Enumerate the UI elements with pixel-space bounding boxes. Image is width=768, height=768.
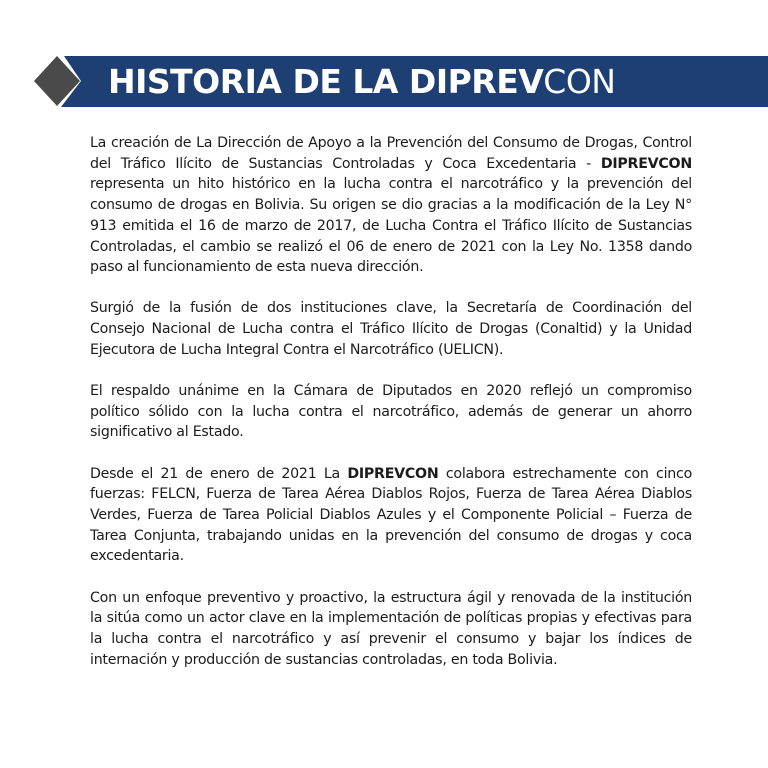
title-bold-part: HISTORIA DE LA DIPREV <box>108 62 544 101</box>
paragraph-forces-part-c: colabora estrechamente con cinco fuerzas: FELCN, Fuerza de Tarea Aérea Diablos Rojos, Fuerza de Tarea Aérea Diablos Verdes, Fuerza de Tarea Policial Diablos Azules y el Componente Policial – Fuerza de Tarea Conjunta, trabajando unidas en la prevención del consumo de drogas y coca excedentaria. <box>90 465 692 565</box>
title-light-part: CON <box>543 62 616 101</box>
paragraph-support: El respaldo unánime en la Cámara de Diputados en 2020 reflejó un compromiso político sólido con la lucha contra el narcotráfico, además de generar un ahorro significativo al Estado. <box>90 383 692 441</box>
paragraph-origin-part-c: representa un hito histórico en la lucha contra el narcotráfico y la prevención del consumo de drogas en Bolivia. Su origen se dio gracias a la modificación de la Ley N° 913 emitida el 16 de marzo de 2017, de Lucha Contra el Tráfico Ilícito de Sustancias Controladas, el cambio se realizó el 06 de enero de 2021 con la Ley No. 1358 dando paso al funcionamiento de esta nueva dirección. <box>90 176 692 276</box>
paragraph-origin-part-a: La creación de La Dirección de Apoyo a la Prevención del Consumo de Drogas, Control del Tráfico Ilícito de Sustancias Controladas y Coca Excedentaria - <box>90 135 692 172</box>
paragraph-origin <box>90 133 692 278</box>
history-body <box>90 133 692 691</box>
paragraph-forces-part-a: Desde el 21 de enero de 2021 La <box>90 465 348 482</box>
title-banner <box>0 0 768 110</box>
diprevcon-bold-name: DIPREVCON <box>347 465 439 482</box>
paragraph-approach: Con un enfoque preventivo y proactivo, la estructura ágil y renovada de la institución la sitúa como un actor clave en la implementación de políticas propias y efectivas para la lucha contra el narcotráfico y así prevenir el consumo y bajar los índices de internación y producción de sustancias controladas, en toda Bolivia. <box>90 589 692 668</box>
paragraph-forces <box>90 464 692 568</box>
paragraph-fusion: Surgió de la fusión de dos instituciones clave, la Secretaría de Coordinación del Consejo Nacional de Lucha contra el Tráfico Ilícito de Drogas (Conaltid) y la Unidad Ejecutora de Lucha Integral Contra el Narcotráfico (UELICN). <box>90 300 692 358</box>
page-title <box>108 59 615 105</box>
diprevcon-bold-name: DIPREVCON <box>600 155 692 172</box>
